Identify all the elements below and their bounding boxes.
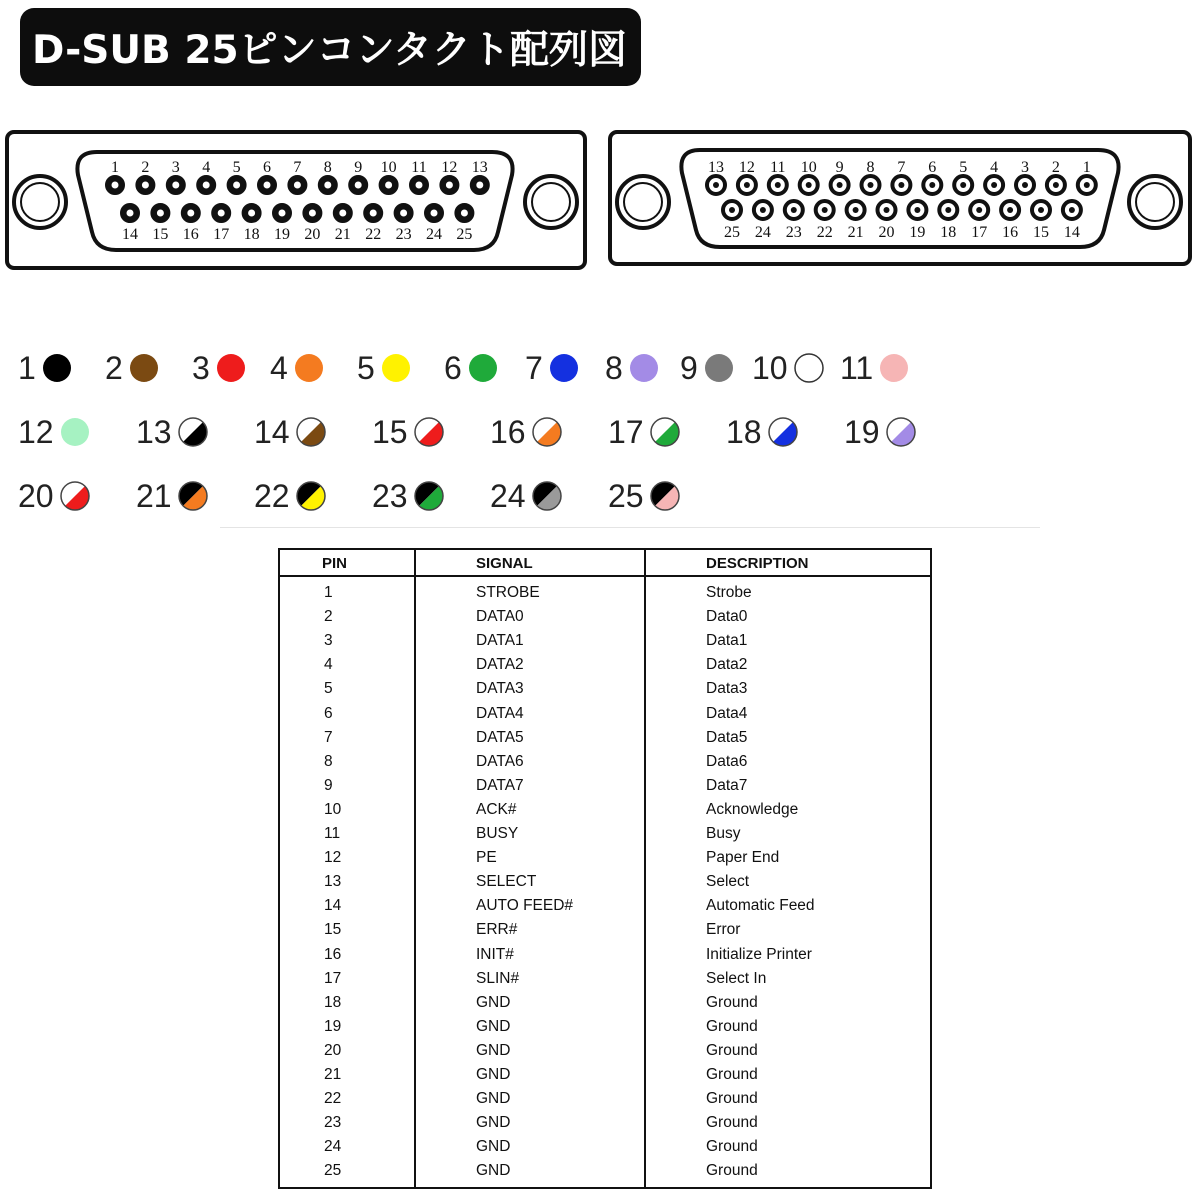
table-cell-pin: 18 bbox=[324, 993, 342, 1011]
connector-male bbox=[7, 132, 585, 268]
table-cell-signal: GND bbox=[476, 1066, 511, 1083]
pin-number-label: 20 bbox=[304, 226, 321, 243]
color-swatch-icon bbox=[294, 479, 328, 513]
pin-socket-center bbox=[1007, 207, 1013, 213]
pin-contact-center bbox=[461, 210, 468, 217]
color-swatch-icon bbox=[547, 351, 581, 385]
pin-contact-center bbox=[416, 182, 423, 189]
pin-contact-center bbox=[157, 210, 164, 217]
legend-pin-number: 25 bbox=[608, 477, 644, 514]
table-cell-description: Data4 bbox=[706, 704, 748, 722]
table-cell-description: Ground bbox=[706, 1017, 758, 1035]
legend-pin-number: 4 bbox=[270, 349, 288, 386]
table-cell-description: Initialize Printer bbox=[706, 945, 812, 963]
color-swatch-icon bbox=[530, 479, 564, 513]
pin-contact-center bbox=[187, 210, 194, 217]
pin-socket-center bbox=[929, 182, 935, 188]
pin-number-label: 8 bbox=[866, 159, 875, 176]
legend-item bbox=[844, 412, 918, 452]
pin-socket-center bbox=[1084, 182, 1090, 188]
table-cell-pin: 10 bbox=[324, 800, 342, 818]
table-cell-description: Ground bbox=[706, 1114, 758, 1132]
pin-number-label: 20 bbox=[878, 224, 895, 241]
color-swatch-icon bbox=[412, 415, 446, 449]
table-cell-description: Data1 bbox=[706, 632, 748, 650]
pin-contact-center bbox=[233, 182, 240, 189]
header-description: DESCRIPTION bbox=[706, 555, 809, 572]
pin-number-label: 23 bbox=[395, 226, 412, 243]
pin-number-label: 4 bbox=[990, 159, 999, 176]
table-cell-pin: 24 bbox=[324, 1138, 342, 1156]
pin-contact-center bbox=[324, 182, 331, 189]
legend-item bbox=[270, 348, 326, 388]
pin-socket-center bbox=[868, 182, 874, 188]
pin-socket-center bbox=[713, 182, 719, 188]
table-cell-signal: SELECT bbox=[476, 873, 537, 891]
column-divider bbox=[414, 550, 416, 1187]
color-swatch-icon bbox=[412, 479, 446, 513]
table-cell-signal: DATA0 bbox=[476, 608, 524, 626]
pin-number-label: 25 bbox=[724, 224, 740, 241]
pin-socket-center bbox=[1038, 207, 1044, 213]
legend-item bbox=[105, 348, 161, 388]
pin-socket-center bbox=[729, 207, 735, 213]
table-cell-description: Ground bbox=[706, 1090, 758, 1108]
legend-item bbox=[254, 476, 328, 516]
legend-pin-number: 19 bbox=[844, 413, 880, 450]
column-divider bbox=[644, 550, 646, 1187]
pin-number-label: 3 bbox=[171, 159, 180, 176]
table-cell-pin: 6 bbox=[324, 704, 333, 722]
table-cell-pin: 23 bbox=[324, 1114, 342, 1132]
pin-number-label: 6 bbox=[263, 159, 271, 176]
table-cell-pin: 4 bbox=[324, 656, 333, 674]
color-swatch-icon bbox=[58, 479, 92, 513]
legend-pin-number: 17 bbox=[608, 413, 644, 450]
table-cell-description: Busy bbox=[706, 825, 741, 842]
color-swatch-icon bbox=[294, 415, 328, 449]
pin-contact-center bbox=[142, 182, 149, 189]
table-cell-pin: 20 bbox=[324, 1041, 342, 1059]
pin-number-label: 2 bbox=[141, 159, 150, 176]
pin-number-label: 10 bbox=[800, 159, 817, 176]
pin-socket-center bbox=[744, 182, 750, 188]
pin-number-label: 2 bbox=[1051, 159, 1060, 176]
table-cell-signal: SLIN# bbox=[476, 969, 520, 987]
pin-contact-center bbox=[127, 210, 134, 217]
table-cell-pin: 19 bbox=[324, 1017, 342, 1035]
color-swatch-icon bbox=[40, 351, 74, 385]
pin-number-label: 22 bbox=[816, 224, 833, 241]
pin-socket-center bbox=[775, 182, 781, 188]
legend-pin-number: 5 bbox=[357, 349, 375, 386]
pin-number-label: 12 bbox=[441, 159, 458, 176]
legend-pin-number: 2 bbox=[105, 349, 123, 386]
table-cell-pin: 5 bbox=[324, 680, 333, 698]
table-cell-signal: DATA7 bbox=[476, 776, 524, 794]
table-cell-pin: 11 bbox=[324, 825, 341, 842]
table-cell-description: Ground bbox=[706, 1162, 758, 1180]
color-swatch-icon bbox=[884, 415, 918, 449]
pin-socket-center bbox=[1053, 182, 1059, 188]
table-cell-description: Data7 bbox=[706, 776, 748, 794]
legend-pin-number: 1 bbox=[18, 349, 36, 386]
pin-number-label: 16 bbox=[182, 226, 199, 243]
table-cell-pin: 12 bbox=[324, 849, 342, 867]
table-cell-description: Automatic Feed bbox=[706, 897, 815, 915]
pin-socket-center bbox=[1022, 182, 1028, 188]
color-swatch-icon bbox=[214, 351, 248, 385]
table-cell-pin: 22 bbox=[324, 1090, 342, 1108]
table-cell-signal: PE bbox=[476, 849, 497, 867]
pin-contact-center bbox=[339, 210, 346, 217]
pin-socket-center bbox=[898, 182, 904, 188]
legend-item bbox=[525, 348, 581, 388]
pin-number-label: 11 bbox=[411, 159, 427, 176]
legend-pin-number: 24 bbox=[490, 477, 526, 514]
table-cell-signal: DATA3 bbox=[476, 680, 524, 698]
legend-pin-number: 9 bbox=[680, 349, 698, 386]
legend-item bbox=[372, 476, 446, 516]
pin-contact-center bbox=[203, 182, 210, 189]
legend-pin-number: 21 bbox=[136, 477, 172, 514]
color-swatch-icon bbox=[702, 351, 736, 385]
connector-female bbox=[610, 132, 1190, 264]
pin-contact-center bbox=[355, 182, 362, 189]
legend-pin-number: 13 bbox=[136, 413, 172, 450]
pin-number-label: 9 bbox=[354, 159, 363, 176]
header-pin: PIN bbox=[322, 555, 348, 572]
table-cell-description: Error bbox=[706, 921, 741, 939]
pin-socket-center bbox=[945, 207, 951, 213]
table-cell-signal: DATA6 bbox=[476, 752, 524, 770]
color-swatch-icon bbox=[58, 415, 92, 449]
color-swatch-icon bbox=[877, 351, 911, 385]
color-swatch-icon bbox=[792, 351, 826, 385]
table-cell-pin: 9 bbox=[324, 776, 333, 794]
pin-number-label: 23 bbox=[785, 224, 802, 241]
legend-item bbox=[490, 412, 564, 452]
pin-number-label: 16 bbox=[1002, 224, 1019, 241]
divider bbox=[220, 527, 1040, 528]
legend-item bbox=[136, 476, 210, 516]
pin-number-label: 12 bbox=[738, 159, 755, 176]
pin-number-label: 17 bbox=[971, 224, 988, 241]
pin-table bbox=[278, 548, 932, 1189]
pin-contact-center bbox=[264, 182, 271, 189]
pin-number-label: 5 bbox=[959, 159, 968, 176]
legend-item bbox=[680, 348, 736, 388]
pin-contact-center bbox=[218, 210, 225, 217]
color-swatch-icon bbox=[127, 351, 161, 385]
table-cell-signal: INIT# bbox=[476, 945, 514, 963]
connector-diagram bbox=[0, 120, 1200, 280]
pin-number-label: 21 bbox=[334, 226, 351, 243]
legend-item bbox=[18, 476, 92, 516]
pin-number-label: 17 bbox=[213, 226, 230, 243]
legend-item bbox=[840, 348, 911, 388]
legend-item bbox=[444, 348, 500, 388]
pin-contact-center bbox=[294, 182, 301, 189]
wire-color-legend bbox=[0, 340, 1200, 530]
table-cell-description: Ground bbox=[706, 1066, 758, 1083]
table-cell-description: Acknowledge bbox=[706, 800, 799, 818]
table-cell-pin: 14 bbox=[324, 897, 342, 915]
table-cell-signal: GND bbox=[476, 993, 511, 1011]
table-cell-description: Data5 bbox=[706, 728, 748, 746]
table-cell-signal: AUTO FEED# bbox=[476, 897, 574, 915]
legend-pin-number: 16 bbox=[490, 413, 526, 450]
table-cell-signal: GND bbox=[476, 1017, 511, 1035]
table-cell-signal: STROBE bbox=[476, 584, 540, 601]
pin-number-label: 22 bbox=[365, 226, 382, 243]
legend-pin-number: 18 bbox=[726, 413, 762, 450]
legend-item bbox=[752, 348, 826, 388]
pin-number-label: 6 bbox=[928, 159, 937, 176]
pin-contact-center bbox=[400, 210, 407, 217]
pin-socket-center bbox=[976, 207, 982, 213]
table-cell-signal: DATA2 bbox=[476, 656, 524, 674]
legend-pin-number: 23 bbox=[372, 477, 408, 514]
legend-item bbox=[136, 412, 210, 452]
table-cell-pin: 1 bbox=[324, 584, 333, 601]
legend-item bbox=[372, 412, 446, 452]
pin-contact-center bbox=[385, 182, 392, 189]
table-cell-pin: 21 bbox=[324, 1066, 342, 1083]
pin-number-label: 1 bbox=[111, 159, 119, 176]
legend-item bbox=[357, 348, 413, 388]
pin-number-label: 18 bbox=[940, 224, 957, 241]
legend-item bbox=[192, 348, 248, 388]
pin-number-label: 21 bbox=[847, 224, 864, 241]
legend-pin-number: 11 bbox=[840, 349, 874, 386]
table-cell-description: Data2 bbox=[706, 656, 748, 674]
legend-item bbox=[18, 412, 92, 452]
legend-pin-number: 14 bbox=[254, 413, 290, 450]
table-cell-signal: GND bbox=[476, 1138, 511, 1156]
table-cell-signal: ACK# bbox=[476, 800, 517, 818]
table-cell-description: Strobe bbox=[706, 584, 752, 601]
color-swatch-icon bbox=[627, 351, 661, 385]
table-cell-pin: 25 bbox=[324, 1162, 342, 1180]
table-cell-description: Ground bbox=[706, 993, 758, 1011]
legend-item bbox=[605, 348, 661, 388]
table-cell-signal: DATA1 bbox=[476, 632, 524, 650]
legend-pin-number: 7 bbox=[525, 349, 543, 386]
table-cell-pin: 2 bbox=[324, 608, 333, 626]
header-signal: SIGNAL bbox=[476, 555, 533, 572]
pin-number-label: 7 bbox=[897, 159, 906, 176]
pin-number-label: 18 bbox=[243, 226, 260, 243]
pin-contact-center bbox=[476, 182, 483, 189]
legend-pin-number: 3 bbox=[192, 349, 210, 386]
pin-socket-center bbox=[884, 207, 890, 213]
table-cell-pin: 17 bbox=[324, 969, 342, 987]
legend-pin-number: 8 bbox=[605, 349, 623, 386]
table-cell-description: Select In bbox=[706, 969, 767, 987]
table-cell-signal: BUSY bbox=[476, 825, 519, 842]
legend-pin-number: 12 bbox=[18, 413, 54, 450]
legend-item bbox=[726, 412, 800, 452]
color-swatch-icon bbox=[648, 479, 682, 513]
pin-number-label: 5 bbox=[232, 159, 241, 176]
pin-number-label: 11 bbox=[770, 159, 786, 176]
legend-item bbox=[608, 412, 682, 452]
pin-number-label: 13 bbox=[471, 159, 488, 176]
pin-number-label: 7 bbox=[293, 159, 302, 176]
pin-number-label: 4 bbox=[202, 159, 211, 176]
pin-number-label: 24 bbox=[426, 226, 442, 243]
table-cell-pin: 7 bbox=[324, 728, 333, 746]
table-cell-signal: DATA5 bbox=[476, 728, 524, 746]
table-cell-signal: GND bbox=[476, 1114, 511, 1132]
pin-number-label: 15 bbox=[1033, 224, 1049, 241]
pin-socket-center bbox=[791, 207, 797, 213]
table-cell-description: Ground bbox=[706, 1041, 758, 1059]
legend-pin-number: 6 bbox=[444, 349, 462, 386]
title-banner bbox=[20, 8, 641, 86]
table-cell-pin: 15 bbox=[324, 921, 342, 939]
legend-item bbox=[608, 476, 682, 516]
table-cell-pin: 3 bbox=[324, 632, 333, 650]
table-cell-signal: ERR# bbox=[476, 921, 518, 939]
pin-socket-center bbox=[853, 207, 859, 213]
color-swatch-icon bbox=[766, 415, 800, 449]
pin-socket-center bbox=[806, 182, 812, 188]
pin-socket-center bbox=[1069, 207, 1075, 213]
pin-contact-center bbox=[309, 210, 316, 217]
color-swatch-icon bbox=[176, 415, 210, 449]
table-cell-signal: GND bbox=[476, 1162, 511, 1180]
legend-pin-number: 20 bbox=[18, 477, 54, 514]
pin-socket-center bbox=[914, 207, 920, 213]
legend-item bbox=[490, 476, 564, 516]
pin-socket-center bbox=[760, 207, 766, 213]
legend-item bbox=[18, 348, 74, 388]
pin-number-label: 10 bbox=[380, 159, 397, 176]
table-cell-pin: 8 bbox=[324, 752, 333, 770]
color-swatch-icon bbox=[648, 415, 682, 449]
pin-number-label: 19 bbox=[274, 226, 290, 243]
legend-pin-number: 10 bbox=[752, 349, 788, 386]
color-swatch-icon bbox=[466, 351, 500, 385]
pin-contact-center bbox=[172, 182, 179, 189]
table-cell-description: Paper End bbox=[706, 849, 780, 867]
pin-socket-center bbox=[837, 182, 843, 188]
pin-number-label: 24 bbox=[754, 224, 771, 241]
pin-contact-center bbox=[248, 210, 255, 217]
pin-socket-center bbox=[960, 182, 966, 188]
pin-socket-center bbox=[822, 207, 828, 213]
table-cell-description: Select bbox=[706, 873, 750, 891]
pin-number-label: 14 bbox=[1063, 224, 1080, 241]
pin-number-label: 14 bbox=[122, 226, 138, 243]
table-cell-description: Data6 bbox=[706, 752, 748, 770]
table-cell-pin: 13 bbox=[324, 873, 342, 891]
pin-contact-center bbox=[446, 182, 453, 189]
table-cell-signal: DATA4 bbox=[476, 704, 524, 722]
pin-contact-center bbox=[431, 210, 438, 217]
table-cell-signal: GND bbox=[476, 1090, 511, 1108]
legend-pin-number: 22 bbox=[254, 477, 290, 514]
pin-contact-center bbox=[370, 210, 377, 217]
color-swatch-icon bbox=[176, 479, 210, 513]
pin-number-label: 25 bbox=[456, 226, 473, 243]
legend-pin-number: 15 bbox=[372, 413, 408, 450]
table-cell-signal: GND bbox=[476, 1041, 511, 1059]
table-cell-description: Data3 bbox=[706, 680, 748, 698]
table-cell-description: Ground bbox=[706, 1138, 758, 1156]
pin-number-label: 19 bbox=[909, 224, 926, 241]
table-cell-pin: 16 bbox=[324, 945, 342, 963]
pin-contact-center bbox=[112, 182, 119, 189]
page-title: D-SUB 25ピンコンタクト配列図 bbox=[32, 28, 628, 73]
color-swatch-icon bbox=[379, 351, 413, 385]
header-divider bbox=[280, 575, 930, 577]
color-swatch-icon bbox=[530, 415, 564, 449]
pin-contact-center bbox=[279, 210, 286, 217]
pin-number-label: 9 bbox=[835, 159, 844, 176]
pin-number-label: 1 bbox=[1082, 159, 1091, 176]
pin-number-label: 13 bbox=[708, 159, 724, 176]
legend-item bbox=[254, 412, 328, 452]
pin-number-label: 8 bbox=[323, 159, 332, 176]
pin-number-label: 3 bbox=[1021, 159, 1029, 176]
pin-socket-center bbox=[991, 182, 997, 188]
color-swatch-icon bbox=[292, 351, 326, 385]
pin-number-label: 15 bbox=[152, 226, 169, 243]
table-cell-description: Data0 bbox=[706, 608, 748, 626]
